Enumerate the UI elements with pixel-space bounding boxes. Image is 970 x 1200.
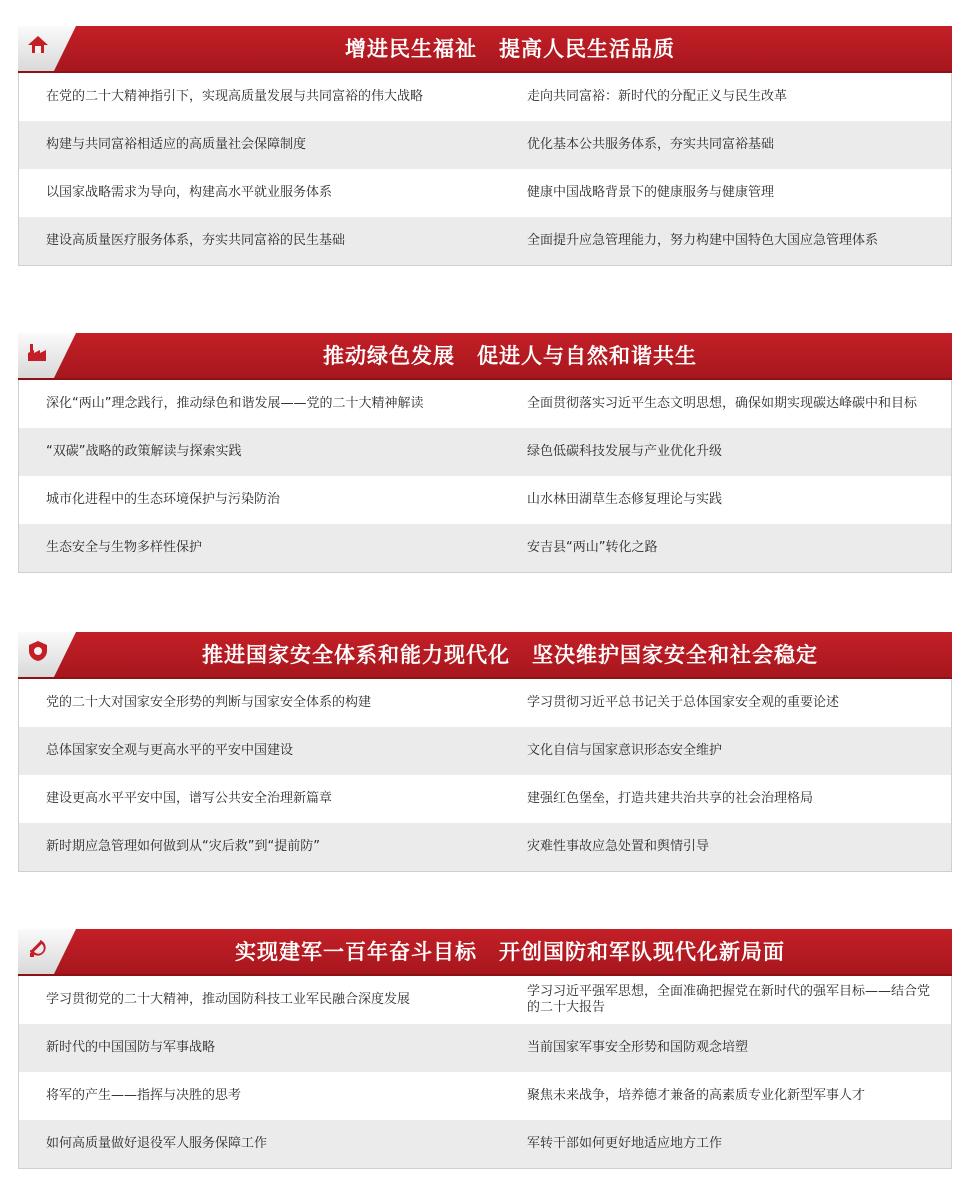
course-title: “双碳”战略的政策解读与探索实践 xyxy=(46,444,242,459)
course-title: 在党的二十大精神指引下，实现高质量发展与共同富裕的伟大战略 xyxy=(46,89,424,104)
course-title: 如何高质量做好退役军人服务保障工作 xyxy=(46,1136,268,1151)
course-title: 总体国家安全观与更高水平的平安中国建设 xyxy=(46,743,294,758)
section-title: 推进国家安全体系和能力现代化 坚决维护国家安全和社会稳定 xyxy=(202,642,818,667)
security-emblem-icon xyxy=(26,639,50,663)
course-title: 生态安全与生物多样性保护 xyxy=(46,540,203,555)
section-header xyxy=(18,632,952,679)
section-green-development xyxy=(18,333,952,573)
factory-icon xyxy=(26,340,50,364)
course-title: 走向共同富裕：新时代的分配正义与民生改革 xyxy=(527,89,788,104)
table-row xyxy=(19,1072,951,1120)
table-row xyxy=(19,73,951,121)
course-table xyxy=(18,679,952,872)
table-row xyxy=(19,476,951,524)
table-row xyxy=(19,1024,951,1072)
table-row xyxy=(19,121,951,169)
table-row xyxy=(19,524,951,572)
section-livelihood xyxy=(18,26,952,266)
course-title: 学习习近平强军思想，全面准确把握党在新时代的强军目标——结合党的二十大报告 xyxy=(527,984,931,1015)
table-row xyxy=(19,380,951,428)
course-title: 文化自信与国家意识形态安全维护 xyxy=(527,743,723,758)
table-row xyxy=(19,169,951,217)
course-title: 建设高质量医疗服务体系，夯实共同富裕的民生基础 xyxy=(46,233,346,248)
course-title: 新时期应急管理如何做到从“灾后救”到“提前防” xyxy=(46,839,320,854)
course-title: 健康中国战略背景下的健康服务与健康管理 xyxy=(527,185,775,200)
course-title: 城市化进程中的生态环境保护与污染防治 xyxy=(46,492,281,507)
course-title: 学习贯彻习近平总书记关于总体国家安全观的重要论述 xyxy=(527,695,840,710)
course-title: 全面提升应急管理能力，努力构建中国特色大国应急管理体系 xyxy=(527,233,879,248)
course-title: 构建与共同富裕相适应的高质量社会保障制度 xyxy=(46,137,307,152)
section-title: 推动绿色发展 促进人与自然和谐共生 xyxy=(323,343,697,368)
course-title: 将军的产生——指挥与决胜的思考 xyxy=(46,1088,242,1103)
course-title: 安吉县“两山”转化之路 xyxy=(527,540,658,555)
section-header xyxy=(18,929,952,976)
table-row xyxy=(19,976,951,1024)
course-title: 学习贯彻党的二十大精神，推动国防科技工业军民融合深度发展 xyxy=(46,992,411,1007)
course-title: 深化“两山”理念践行，推动绿色和谐发展——党的二十大精神解读 xyxy=(46,396,424,411)
course-title: 全面贯彻落实习近平生态文明思想，确保如期实现碳达峰碳中和目标 xyxy=(527,396,918,411)
table-row xyxy=(19,1120,951,1168)
course-title: 新时代的中国国防与军事战略 xyxy=(46,1040,216,1055)
section-header xyxy=(18,333,952,380)
table-row xyxy=(19,823,951,871)
section-title: 增进民生福祉 提高人民生活品质 xyxy=(345,36,675,61)
table-row xyxy=(19,679,951,727)
course-table xyxy=(18,73,952,266)
hammer-sickle-icon xyxy=(26,936,50,960)
course-title: 建设更高水平平安中国，谱写公共安全治理新篇章 xyxy=(46,791,333,806)
course-title: 当前国家军事安全形势和国防观念培塑 xyxy=(527,1040,749,1055)
table-row xyxy=(19,428,951,476)
course-title: 聚焦未来战争，培养德才兼备的高素质专业化新型军事人才 xyxy=(527,1088,866,1103)
course-title: 灾难性事故应急处置和舆情引导 xyxy=(527,839,710,854)
house-arrow-icon xyxy=(26,33,50,57)
course-title: 山水林田湖草生态修复理论与实践 xyxy=(527,492,723,507)
course-title: 党的二十大对国家安全形势的判断与国家安全体系的构建 xyxy=(46,695,372,710)
table-row xyxy=(19,217,951,265)
course-title: 以国家战略需求为导向，构建高水平就业服务体系 xyxy=(46,185,333,200)
course-title: 绿色低碳科技发展与产业优化升级 xyxy=(527,444,723,459)
table-row xyxy=(19,775,951,823)
course-title: 建强红色堡垒，打造共建共治共享的社会治理格局 xyxy=(527,791,814,806)
section-national-security xyxy=(18,632,952,872)
section-national-defense xyxy=(18,929,952,1169)
section-title: 实现建军一百年奋斗目标 开创国防和军队现代化新局面 xyxy=(235,939,785,964)
course-title: 优化基本公共服务体系，夯实共同富裕基础 xyxy=(527,137,775,152)
section-header xyxy=(18,26,952,73)
course-table xyxy=(18,976,952,1169)
course-table xyxy=(18,380,952,573)
table-row xyxy=(19,727,951,775)
course-title: 军转干部如何更好地适应地方工作 xyxy=(527,1136,723,1151)
